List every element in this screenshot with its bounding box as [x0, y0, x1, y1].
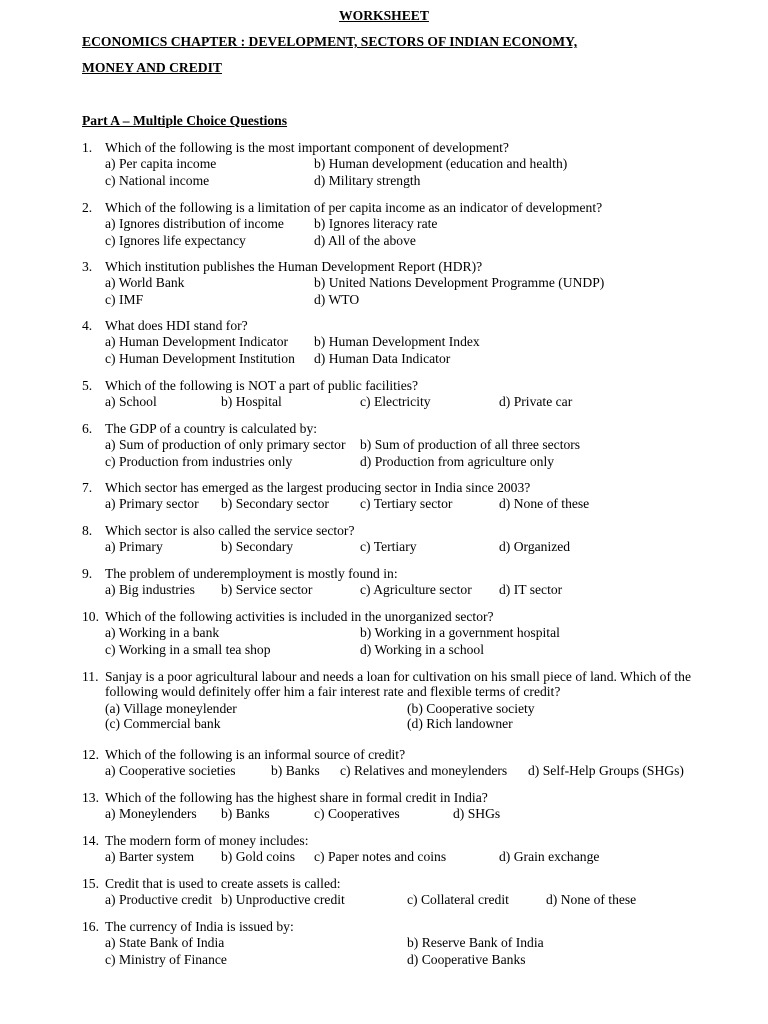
question-7: [82, 480, 722, 513]
answer-option-d: d) All of the above: [314, 232, 416, 248]
question-number: 7.: [82, 480, 93, 495]
question-text: Which of the following has the highest share in formal credit in India?: [105, 790, 488, 805]
answer-option-c: c) Agriculture sector: [360, 582, 472, 597]
answer-option-b: b) Unproductive credit: [221, 892, 345, 907]
question-number: 15.: [82, 876, 99, 891]
answer-option-d: d) Cooperative Banks: [407, 951, 526, 967]
question-text: The problem of underemployment is mostly found in:: [105, 566, 398, 581]
question-number: 3.: [82, 259, 93, 274]
answer-option-c: c) Tertiary sector: [360, 496, 453, 511]
question-text: Which of the following is the most important component of development?: [105, 140, 509, 155]
answer-option-d: d) Self-Help Groups (SHGs): [528, 763, 684, 778]
question-number: 5.: [82, 378, 93, 393]
answer-option-a: a) Primary: [105, 539, 163, 554]
question-number: 13.: [82, 790, 99, 805]
part-a-heading: Part A – Multiple Choice Questions: [82, 113, 288, 128]
question-15: [82, 876, 722, 909]
answer-option-b: b) Secondary sector: [221, 496, 329, 511]
question-text: Which sector has emerged as the largest producing sector in India since 2003?: [105, 480, 531, 495]
question-text: What does HDI stand for?: [105, 318, 248, 333]
answer-option-d: d) WTO: [314, 291, 360, 307]
question-13: [82, 790, 722, 823]
answer-option-c: c) Paper notes and coins: [314, 849, 447, 864]
answer-option-b: b) Secondary: [221, 539, 294, 554]
question-text: The currency of India is issued by:: [105, 919, 294, 934]
question-number: 9.: [82, 566, 93, 581]
question-text: Which of the following is NOT a part of public facilities?: [105, 378, 419, 393]
question-number: 11.: [82, 669, 99, 684]
answer-option-d: d) SHGs: [453, 806, 501, 821]
question-text: The GDP of a country is calculated by:: [105, 421, 318, 436]
answer-option-d: d) None of these: [546, 892, 637, 907]
answer-option-b: b) Working in a government hospital: [360, 625, 560, 640]
answer-option-a: a) Human Development Indicator: [105, 334, 289, 349]
answer-option-c: c) Tertiary: [360, 539, 417, 554]
answer-option-d: d) Production from agriculture only: [360, 453, 555, 469]
question-text: Which of the following is an informal source of credit?: [105, 747, 406, 762]
answer-option-d: d) Military strength: [314, 172, 421, 188]
question-1: [82, 140, 722, 189]
question-text: Which of the following is a limitation of per capita income as an indicator of development?: [105, 200, 603, 215]
question-6: [82, 421, 722, 470]
answer-option-a: (a) Village moneylender: [105, 701, 237, 716]
answer-option-b: b) Gold coins: [221, 849, 296, 864]
answer-option-b: b) Hospital: [221, 394, 282, 409]
answer-option-c: c) Relatives and moneylenders: [340, 763, 508, 778]
answer-option-b: b) Human Development Index: [314, 334, 480, 349]
answer-option-a: a) Primary sector: [105, 496, 199, 511]
answer-option-c: (c) Commercial bank: [105, 716, 221, 731]
answer-option-d: d) IT sector: [499, 582, 563, 597]
answer-option-b: b) Banks: [221, 806, 270, 821]
question-number: 4.: [82, 318, 93, 333]
answer-option-a: a) World Bank: [105, 275, 185, 290]
question-text: Which sector is also called the service sector?: [105, 523, 355, 538]
question-number: 14.: [82, 833, 99, 848]
answer-option-a: a) Big industries: [105, 582, 195, 597]
answer-option-b: b) Banks: [271, 763, 320, 778]
answer-option-c: c) Ignores life expectancy: [105, 232, 246, 248]
answer-option-b: (b) Cooperative society: [407, 701, 535, 716]
answer-option-b: b) Sum of production of all three sectors: [360, 437, 581, 452]
question-number: 8.: [82, 523, 93, 538]
question-14: [82, 833, 722, 866]
answer-option-a: a) Sum of production of only primary sector: [105, 437, 346, 452]
answer-option-c: c) IMF: [105, 291, 144, 307]
answer-option-a: a) Ignores distribution of income: [105, 216, 284, 231]
question-text: Which institution publishes the Human Development Report (HDR)?: [105, 259, 483, 274]
answer-option-d: (d) Rich landowner: [407, 716, 513, 731]
question-12: [82, 747, 722, 780]
answer-option-d: d) Grain exchange: [499, 849, 600, 864]
answer-option-c: c) Human Development Institution: [105, 350, 295, 366]
answer-option-c: c) Electricity: [360, 394, 431, 409]
chapter-heading-line-2: MONEY AND CREDIT: [82, 60, 222, 75]
question-number: 1.: [82, 140, 93, 155]
answer-option-b: b) Human development (education and health): [314, 156, 568, 171]
question-9: [82, 566, 722, 599]
answer-option-d: d) Organized: [499, 539, 571, 554]
question-number: 12.: [82, 747, 99, 762]
question-10: [82, 609, 722, 658]
question-text: Which of the following activities is included in the unorganized sector?: [105, 609, 494, 624]
question-16: [82, 919, 722, 968]
answer-option-d: d) Working in a school: [360, 641, 485, 657]
answer-option-c: c) Collateral credit: [407, 892, 509, 907]
answer-option-a: a) Working in a bank: [105, 625, 220, 640]
question-5: [82, 378, 722, 411]
question-number: 10.: [82, 609, 99, 624]
answer-option-a: a) State Bank of India: [105, 935, 225, 950]
question-2: [82, 200, 722, 249]
answer-option-a: a) Per capita income: [105, 156, 217, 171]
answer-option-b: b) Reserve Bank of India: [407, 935, 544, 950]
answer-option-c: c) Working in a small tea shop: [105, 641, 271, 657]
question-number: 16.: [82, 919, 99, 934]
answer-option-d: d) Private car: [499, 394, 573, 409]
question-number: 2.: [82, 200, 93, 215]
answer-option-a: a) Cooperative societies: [105, 763, 236, 778]
question-text: Credit that is used to create assets is called:: [105, 876, 341, 891]
answer-option-c: c) Cooperatives: [314, 806, 400, 821]
answer-option-c: c) Ministry of Finance: [105, 951, 227, 967]
answer-option-c: c) Production from industries only: [105, 453, 293, 469]
answer-option-a: a) Productive credit: [105, 892, 213, 907]
answer-option-c: c) National income: [105, 172, 210, 188]
answer-option-d: d) None of these: [499, 496, 590, 511]
answer-option-b: b) Service sector: [221, 582, 313, 597]
answer-option-b: b) United Nations Development Programme (UNDP): [314, 275, 605, 290]
answer-option-a: a) Moneylenders: [105, 806, 197, 821]
question-text: The modern form of money includes:: [105, 833, 309, 848]
answer-option-b: b) Ignores literacy rate: [314, 216, 438, 231]
question-4: [82, 318, 722, 367]
answer-option-d: d) Human Data Indicator: [314, 350, 451, 366]
question-number: 6.: [82, 421, 93, 436]
answer-option-a: a) School: [105, 394, 157, 409]
question-11: [82, 669, 722, 731]
worksheet-title: WORKSHEET: [339, 8, 429, 23]
question-text: Sanjay is a poor agricultural labour and needs a loan for cultivation on his small piece of land. Which of the following would definitely offer him a fair interest rate and flexible terms of credit?: [105, 669, 691, 699]
answer-option-a: a) Barter system: [105, 849, 195, 864]
question-3: [82, 259, 722, 308]
chapter-heading-line-1: ECONOMICS CHAPTER : DEVELOPMENT, SECTORS OF INDIAN ECONOMY,: [82, 34, 578, 49]
question-8: [82, 523, 722, 556]
